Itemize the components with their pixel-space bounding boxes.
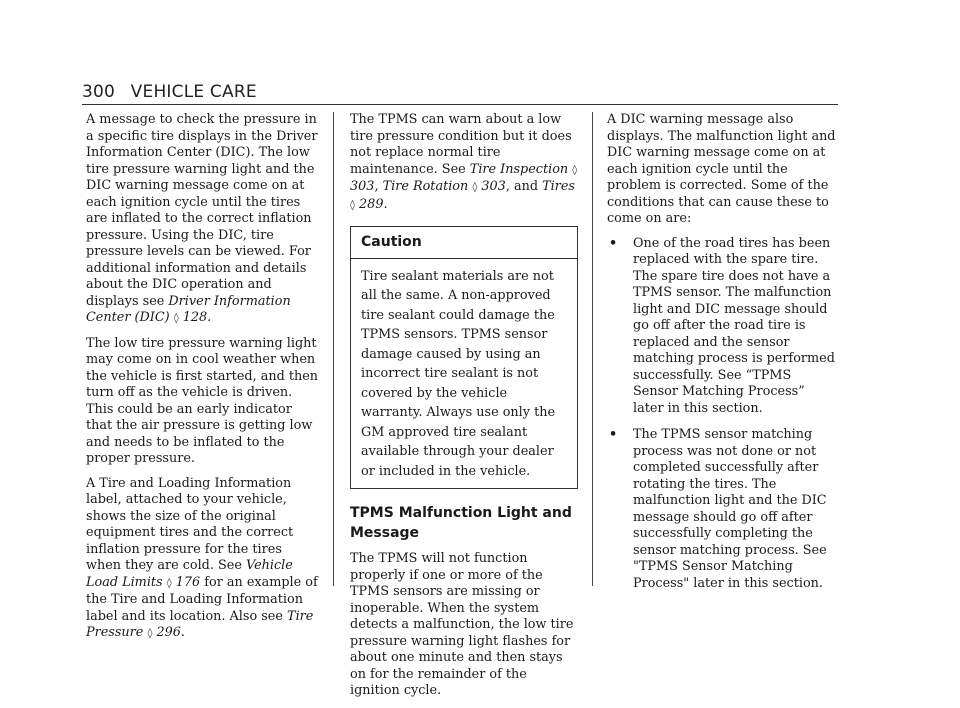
cross-reference-link[interactable]: Tires ◊ 289. (350, 179, 575, 212)
column-divider-1 (333, 112, 334, 586)
bullet-icon: • (609, 427, 618, 442)
paragraph-text: A Tire and Loading Information label, attached to your vehicle, shows the size of the original equipment tires and the correct inflation pressure for the tires when they are cold. See (86, 475, 294, 573)
caution-box (350, 226, 578, 489)
page-ref-icon: ◊ (572, 164, 578, 176)
page-ref-icon: ◊ (147, 628, 153, 639)
bullet-icon: • (609, 235, 618, 251)
paragraph: The low tire pressure warning light may come on in cool weather when the vehicle is first started, and then turn off as the vehicle is driven. This could be an early indicator that the air pressure is getting low and needs to be inflated to the proper pressure. (86, 335, 319, 466)
cross-reference-link[interactable] (383, 179, 506, 194)
ref-text: Tire Rotation (382, 179, 469, 194)
paragraph (86, 112, 320, 328)
list-item-text: One of the road tires has been replaced with the spare tire. The spare tire does not have a TPMS sensor. The malfunction light and DIC message should go off after the road tire is replaced and the sensor matching process is performed successfully. See “TPMS Sensor Matching Process” later in this section. (633, 235, 835, 416)
ref-text: Tire Pressure (86, 608, 314, 640)
ref-page: 176 (175, 574, 201, 590)
ref-page: 128 (182, 310, 208, 325)
section-heading: TPMS Malfunction Light and Message (350, 505, 572, 541)
condition-list (607, 236, 839, 593)
ref-text: Tires (542, 179, 575, 194)
paragraph: The TPMS will not function properly if one or more of the TPMS sensors are missing or inoperable. When the system detects a malfunction, the low tire pressure warning light flashes for about one minute and then stays on for the remainder of the ignition cycle. (350, 551, 574, 698)
paragraph-text: The TPMS can warn about a low tire pressure condition but it does not replace normal tire maintenance. See (350, 112, 572, 177)
paragraph-text: , and (505, 179, 539, 194)
list-item-text: The TPMS sensor matching process was not done or not completed successfully after rotating the tires. The malfunction light and the DIC message should go off after successfully completing the sensor matching process. See "TPMS Sensor Matching Process" later in this section. (633, 427, 827, 591)
ref-text: Tire Inspection (469, 161, 569, 177)
column-1 (86, 112, 320, 651)
page-ref-icon: ◊ (350, 199, 355, 211)
page-ref-icon: ◊ (173, 313, 179, 324)
column-3 (607, 112, 839, 602)
page-header (82, 82, 838, 106)
page-number: 300 (82, 82, 116, 102)
cross-reference-link[interactable]: Tire Pressure ◊ 296. (86, 608, 314, 640)
paragraph: A DIC warning message also displays. The malfunction light and DIC warning message come on at each ignition cycle until the problem is corrected. Some of the conditions that can cause these to come on are: (607, 112, 836, 226)
paragraph: The TPMS can warn about a low tire pressure condition but it does not replace normal tire maintenance. See Tire Inspection ◊ 303, Tire Rotation ◊ 303, and Tires ◊ 289. (350, 112, 578, 212)
ref-text: Driver Information Center (DIC) (86, 293, 291, 325)
caution-body: Tire sealant materials are not all the same. A non-approved tire sealant could damage the TPMS sensors. TPMS sensor damage caused by using an incorrect tire sealant is not covered by the vehicle warranty. Always use only the GM approved tire sealant available through your dealer or included in the vehicle. (361, 268, 556, 479)
ref-page: 289 (359, 196, 384, 212)
ref-page: 303 (481, 179, 506, 194)
paragraph-text: A message to check the pressure in a specific tire displays in the Driver Information Center (DIC). The low tire pressure warning light and the DIC warning message come on at each ignition cycle until the tires are inflated to the correct inflation pressure. Using the DIC, tire pressure levels can be viewed. For additional information and details about the DIC operation and displays see (86, 112, 318, 309)
ref-page: 296 (156, 625, 181, 640)
ref-page: 303 (350, 179, 375, 194)
section-title: VEHICLE CARE (130, 82, 257, 102)
cross-reference-link[interactable]: Driver Information Center (DIC) ◊ 128. (86, 293, 291, 325)
paragraph-text: for an example of the Tire and Loading Information label and its location. Also see (86, 574, 318, 624)
list-item (607, 236, 839, 418)
column-2 (350, 112, 578, 708)
page-ref-icon: ◊ (166, 577, 172, 589)
header-rule (82, 104, 838, 105)
ref-text: Vehicle Load Limits (86, 558, 293, 590)
page-ref-icon: ◊ (472, 182, 478, 193)
caution-title: Caution (351, 227, 577, 259)
paragraph (86, 476, 320, 643)
column-divider-2 (592, 112, 593, 586)
list-item (607, 427, 839, 592)
